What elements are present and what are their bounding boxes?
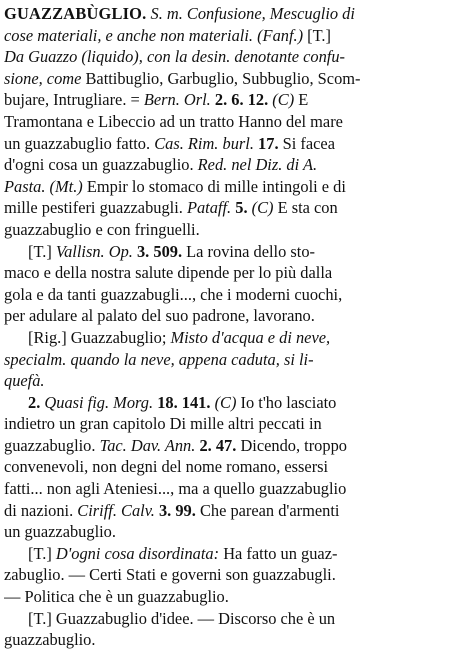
italic-text: Misto d'acqua e di neve,	[170, 327, 331, 347]
entry-line	[4, 500, 467, 522]
entry-line	[4, 327, 467, 349]
italic-text: Ciriff. Calv.	[77, 500, 155, 520]
entry-line	[4, 305, 467, 327]
citation-number: 5.	[235, 198, 248, 218]
entry-line	[4, 370, 467, 392]
text-segment: Che parean d'armenti	[195, 500, 340, 520]
entry-line	[4, 392, 467, 414]
entry-line	[4, 68, 467, 90]
text-segment: zabuglio. — Certi Stati e governi son guazzabugli.	[4, 565, 336, 585]
text-segment: E	[294, 90, 309, 110]
italic-text: Da Guazzo (liquido),	[4, 47, 143, 67]
italic-text: cose materiali, e anche non materiali. (Fanf.)	[4, 25, 304, 45]
headword: GUAZZABÙGLIO.	[4, 4, 147, 23]
citation-number: 2. 6. 12.	[214, 90, 269, 110]
citation-number: 18. 141.	[157, 392, 211, 412]
italic-text: sione, come	[4, 68, 82, 88]
text-segment: un guazzabuglio.	[4, 522, 116, 542]
text-segment: fatti... non agli Ateniesi..., ma a quello guazzabuglio	[4, 479, 347, 499]
italic-text: specialm. quando la neve, appena caduta, si li-	[4, 349, 314, 369]
entry-line	[4, 197, 467, 219]
text-segment: gola e da tanti guazzabugli..., che i moderni cuochi,	[4, 284, 343, 304]
italic-text: S. m. Confusione, Mescuglio di	[146, 4, 355, 23]
text-segment: [T.] Guazzabuglio d'idee. — Discorso che è un	[28, 608, 336, 628]
text-segment: Tramontana e Libeccio ad un tratto Hanno del mare	[4, 111, 343, 131]
text-segment: Empir lo stomaco di mille intingoli e di	[82, 176, 346, 196]
entry-line	[4, 3, 467, 25]
text-segment: convenevoli, non degni del nome romano, essersi	[4, 457, 329, 477]
entry-line	[4, 89, 467, 111]
text-segment: maco e della nostra salute dipende per lo più dalla	[4, 263, 333, 283]
text-segment: Battibuglio, Garbuglio, Subbuglio, Scom-	[81, 68, 361, 88]
italic-text: Tac. Dav. Ann.	[99, 435, 196, 455]
text-segment: [T.]	[28, 241, 56, 261]
citation-number: 2. 47.	[199, 435, 237, 455]
citation-number: 17.	[258, 133, 279, 153]
text-segment: Si facea	[278, 133, 335, 153]
italic-text: (C)	[214, 392, 237, 412]
italic-text: D'ogni cosa disordinata:	[55, 543, 220, 563]
entry-line	[4, 543, 467, 565]
text-segment: bujare, Intrugliare. =	[4, 90, 144, 110]
text-segment: guazzabuglio e con fringuelli.	[4, 219, 200, 239]
entry-line	[4, 478, 467, 500]
entry-line	[4, 133, 467, 155]
text-segment: di nazioni.	[4, 500, 78, 520]
text-segment: indietro un gran capitolo Di mille altri peccati in	[4, 414, 322, 434]
text-segment: La rovina dello sto-	[182, 241, 315, 261]
italic-text: quefà.	[4, 371, 45, 391]
entry-line	[4, 284, 467, 306]
text-segment: Dicendo, troppo	[236, 435, 347, 455]
text-segment: mille pestiferi guazzabugli.	[4, 198, 187, 218]
entry-line	[4, 435, 467, 457]
entry-line	[4, 241, 467, 263]
italic-text: (C)	[251, 198, 274, 218]
entry-line	[4, 154, 467, 176]
text-segment: [T.]	[303, 25, 331, 45]
entry-line	[4, 564, 467, 586]
entry-line	[4, 629, 467, 651]
text-segment: E sta con	[273, 198, 338, 218]
citation-number: 2.	[28, 392, 41, 412]
text-segment: Io t'ho lasciato	[236, 392, 337, 412]
text-segment: — Politica che è un guazzabuglio.	[4, 587, 229, 607]
entry-line	[4, 349, 467, 371]
entry-line	[4, 456, 467, 478]
italic-text: Pasta. (Mt.)	[4, 176, 83, 196]
text-segment: guazzabuglio.	[4, 630, 96, 650]
italic-text: (C)	[272, 90, 295, 110]
text-segment: d'ogni cosa un guazzabuglio.	[4, 155, 198, 175]
entry-line	[4, 521, 467, 543]
italic-text: Quasi fig. Morg.	[44, 392, 154, 412]
entry-line	[4, 25, 467, 47]
entry-line	[4, 219, 467, 241]
text-segment: [T.]	[28, 543, 56, 563]
entry-line	[4, 176, 467, 198]
italic-text: Vallisn. Op.	[55, 241, 133, 261]
entry-line	[4, 111, 467, 133]
italic-text: Bern. Orl.	[143, 90, 211, 110]
entry-line	[4, 46, 467, 68]
text-segment: guazzabuglio.	[4, 435, 100, 455]
italic-text: Red. nel Diz. di A.	[197, 155, 318, 175]
entry-line	[4, 413, 467, 435]
text-segment: per adulare al palato del suo padrone, lavorano.	[4, 306, 315, 326]
citation-number: 3. 509.	[136, 241, 183, 261]
italic-text: Pataff.	[186, 198, 232, 218]
citation-number: 3. 99.	[158, 500, 196, 520]
text-segment: un guazzabuglio fatto.	[4, 133, 155, 153]
text-segment: Ha fatto un guaz-	[219, 543, 338, 563]
text-segment: [Rig.] Guazzabuglio;	[28, 327, 171, 347]
italic-text: con la desin. denotante confu-	[146, 47, 345, 67]
entry-line	[4, 262, 467, 284]
entry-line	[4, 586, 467, 608]
italic-text: Cas. Rim. burl.	[154, 133, 254, 153]
entry-line	[4, 608, 467, 630]
